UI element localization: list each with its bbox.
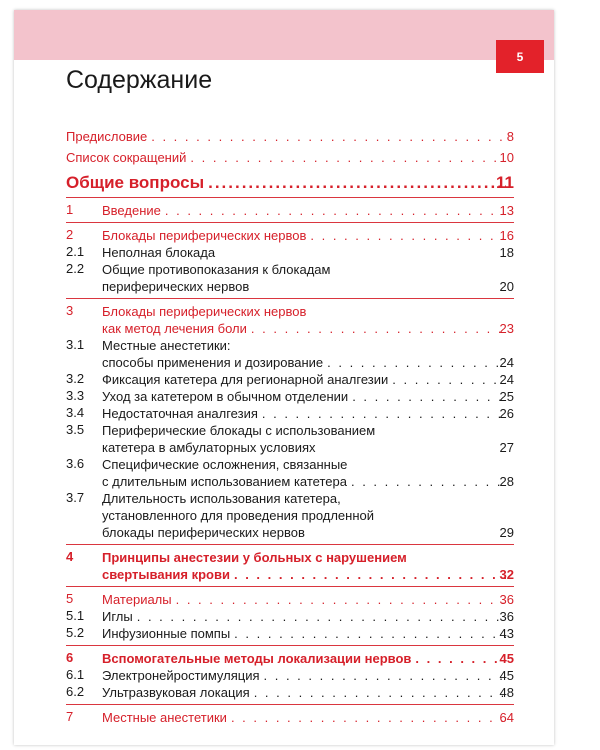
toc-section-number: 6: [66, 650, 74, 665]
toc-page-number: 18: [499, 245, 514, 260]
toc-entry-label: Длительность использования катетера,: [102, 491, 341, 506]
toc-entry-label-cont: способы применения и дозирование: [102, 355, 324, 370]
toc-page-number: 29: [499, 525, 514, 540]
toc-section-number: 3.5: [66, 422, 85, 437]
toc-page-number: 43: [499, 626, 514, 641]
toc-section-number: 3.6: [66, 456, 85, 471]
toc-page-number: 27: [499, 440, 514, 455]
toc-entry-label: Блокады периферических нервов: [102, 228, 307, 243]
section-divider: [66, 586, 514, 587]
toc-entry-label-cont: блокады периферических нервов: [102, 525, 305, 540]
section-divider: [66, 222, 514, 223]
toc-section-6[interactable]: [66, 650, 514, 667]
toc-page-number: 36: [499, 609, 514, 624]
toc-section-number: 3: [66, 303, 74, 318]
toc-section-number: 3.4: [66, 405, 85, 420]
toc-subsection-2-1[interactable]: [66, 244, 514, 261]
header-band: [14, 10, 554, 60]
toc-section-number: 3.2: [66, 371, 85, 386]
table-of-contents: [66, 128, 514, 726]
toc-entry-label: Материалы: [102, 592, 172, 607]
toc-entry-label-cont: свертывания крови: [102, 567, 230, 582]
section-divider: [66, 544, 514, 545]
toc-section-number: 5.2: [66, 625, 85, 640]
toc-page-number: 28: [499, 474, 514, 489]
toc-part-general[interactable]: [66, 172, 514, 194]
toc-subsection-3-5[interactable]: [66, 422, 514, 456]
page-title: Содержание: [66, 66, 213, 94]
toc-subsection-2-2[interactable]: [66, 261, 514, 295]
toc-entry-label: Принципы анестезии у больных с нарушением: [102, 550, 407, 565]
toc-section-number: 6.2: [66, 684, 85, 699]
toc-entry-label: Предисловие: [66, 129, 148, 144]
toc-section-number: 2.2: [66, 261, 85, 276]
toc-entry-label: Ультразвуковая локация: [102, 685, 250, 700]
toc-page-number: 26: [499, 406, 514, 421]
toc-page-number: 24: [499, 372, 514, 387]
toc-subsection-6-1[interactable]: [66, 667, 514, 684]
toc-entry-label: Специфические осложнения, связанные: [102, 457, 348, 472]
page-number: 5: [516, 49, 524, 64]
toc-entry-label-cont: с длительным использованием катетера: [102, 474, 347, 489]
toc-entry-label: Недостаточная аналгезия: [102, 406, 258, 421]
toc-section-number: 1: [66, 202, 74, 217]
toc-page-number: 45: [499, 668, 514, 683]
toc-entry-label: Местные анестетики: [102, 710, 227, 725]
toc-subsection-6-2[interactable]: [66, 684, 514, 701]
toc-page-number: 20: [499, 279, 514, 294]
toc-entry-label: Периферические блокады с использованием: [102, 423, 376, 438]
toc-section-1[interactable]: [66, 202, 514, 219]
toc-entry-label: Введение: [102, 203, 161, 218]
toc-page-number: 23: [499, 321, 514, 336]
toc-entry-label: Вспомогательные методы локализации нервов: [102, 651, 412, 666]
toc-page-number: 36: [499, 592, 514, 607]
toc-section-2[interactable]: [66, 227, 514, 244]
toc-page-number: 24: [499, 355, 514, 370]
toc-section-number: 3.3: [66, 388, 85, 403]
toc-subsection-3-2[interactable]: [66, 371, 514, 388]
toc-entry-label: Инфузионные помпы: [102, 626, 231, 641]
toc-section-7[interactable]: [66, 709, 514, 726]
toc-page-number: 13: [499, 203, 514, 218]
toc-entry-label: Общие противопоказания к блокадам: [102, 262, 331, 277]
toc-page-number: 16: [499, 228, 514, 243]
toc-entry-label: Общие вопросы: [66, 173, 205, 192]
toc-entry-label: Электронейростимуляция: [102, 668, 260, 683]
toc-page-number: 32: [499, 567, 514, 582]
section-divider: [66, 197, 514, 198]
toc-page-number: 8: [506, 129, 514, 144]
toc-entry-label: Блокады периферических нервов: [102, 304, 307, 319]
toc-page-number: 10: [499, 150, 514, 165]
toc-subsection-3-7[interactable]: [66, 490, 514, 541]
toc-entry-label-cont: как метод лечения боли: [102, 321, 247, 336]
toc-page-number: 45: [499, 651, 514, 666]
toc-subsection-3-6[interactable]: [66, 456, 514, 490]
toc-entry-label: Список сокращений: [66, 150, 187, 165]
section-divider: [66, 645, 514, 646]
toc-section-number: 4: [66, 549, 74, 564]
toc-entry-abbreviations[interactable]: [66, 149, 514, 166]
toc-section-4[interactable]: [66, 549, 514, 583]
toc-section-number: 7: [66, 709, 74, 724]
toc-entry-preface[interactable]: [66, 128, 514, 145]
toc-page-number: 11: [496, 173, 514, 192]
page-number-badge: [496, 40, 544, 73]
book-page: [14, 10, 554, 745]
toc-section-number: 2: [66, 227, 74, 242]
toc-section-number: 3.7: [66, 490, 85, 505]
toc-entry-label: Иглы: [102, 609, 133, 624]
toc-page-number: 25: [499, 389, 514, 404]
toc-subsection-3-3[interactable]: [66, 388, 514, 405]
toc-page-number: 48: [499, 685, 514, 700]
toc-entry-label: Фиксация катетера для регионарной аналгезии: [102, 372, 389, 387]
section-divider: [66, 298, 514, 299]
toc-entry-label-cont: установленного для проведения продленной: [102, 508, 375, 523]
toc-section-number: 3.1: [66, 337, 85, 352]
toc-subsection-5-2[interactable]: [66, 625, 514, 642]
toc-section-5[interactable]: [66, 591, 514, 608]
toc-subsection-5-1[interactable]: [66, 608, 514, 625]
toc-section-number: 5: [66, 591, 74, 606]
toc-entry-label: Местные анестетики:: [102, 338, 231, 353]
toc-subsection-3-4[interactable]: [66, 405, 514, 422]
toc-entry-label: Уход за катетером в обычном отделении: [102, 389, 349, 404]
section-divider: [66, 704, 514, 705]
toc-section-number: 2.1: [66, 244, 85, 259]
toc-section-3[interactable]: [66, 303, 514, 337]
toc-entry-label: Неполная блокада: [102, 245, 216, 260]
toc-entry-label-cont: катетера в амбулаторных условиях: [102, 440, 316, 455]
toc-subsection-3-1[interactable]: [66, 337, 514, 371]
toc-entry-label-cont: периферических нервов: [102, 279, 250, 294]
toc-section-number: 5.1: [66, 608, 85, 623]
toc-page-number: 64: [499, 710, 514, 725]
toc-section-number: 6.1: [66, 667, 85, 682]
